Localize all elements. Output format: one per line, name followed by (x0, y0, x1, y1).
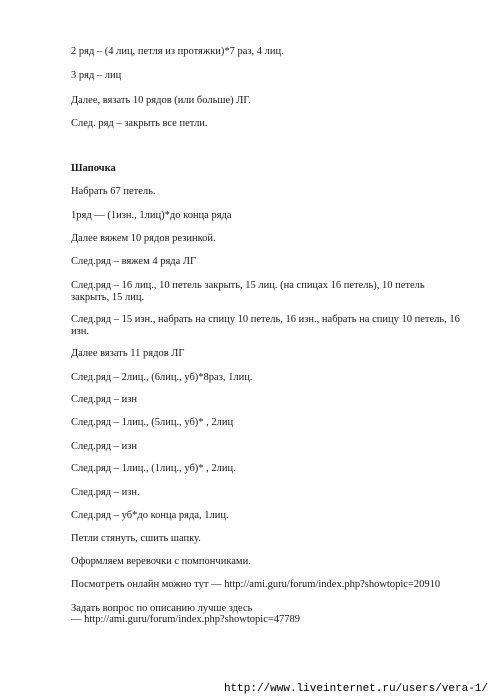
source-url[interactable]: http://www.liveinternet.ru/users/vera-1/ (223, 683, 488, 695)
text-line: 2 ряд – (4 лиц, петля из протяжки)*7 раз, 4 лиц. (71, 46, 284, 57)
text-line: След.ряд – 1лиц., (5лиц., уб)* , 2лиц (71, 417, 234, 428)
text-line: След.ряд – уб*до конца ряда, 1лиц. (71, 510, 229, 521)
text-line: След.ряд – изн (71, 394, 138, 405)
text-line: След.ряд – вяжем 4 ряда ЛГ (71, 256, 197, 267)
text-line: Набрать 67 петель. (71, 186, 156, 197)
link-line[interactable]: — http://ami.guru/forum/index.php?showtopic=47789 (71, 614, 301, 625)
text-line: След.ряд – 1лиц., (1лиц., уб)* , 2лиц. (71, 463, 236, 474)
text-line: След.ряд – 16 лиц., 10 петель закрыть, 15 лиц. (на спицах 16 петель), 10 петель закрыть, 15 лиц. (71, 280, 425, 303)
text-line: Петли стянуть, сшить шапку. (71, 533, 201, 544)
text-line: Далее вяжем 10 рядов резинкой. (71, 233, 216, 244)
text-line: След.ряд – изн. (71, 487, 140, 498)
text-line: 1ряд — (1изн., 1лиц)*до конца ряда (71, 210, 232, 221)
text-line: 3 ряд – лиц (71, 70, 122, 81)
text-line: След.ряд – 15 изн., набрать на спицу 10 петель, 16 изн., набрать на спицу 10 петель, 16 изн. (71, 314, 460, 337)
section-title: Шапочка (71, 163, 116, 174)
text-line: Далее вязать 11 рядов ЛГ (71, 348, 185, 359)
link-line[interactable]: Посмотреть онлайн можно тут — http://ami.guru/forum/index.php?showtopic=20910 (71, 579, 441, 590)
text-line: Оформляем веревочки с помпончиками. (71, 556, 251, 567)
text-line: След.ряд – изн (71, 441, 138, 452)
text-line: Далее, вязать 10 рядов (или больше) ЛГ. (71, 95, 251, 106)
text-line: След. ряд – закрыть все петли. (71, 118, 208, 129)
text-line: Задать вопрос по описанию лучше здесь (71, 603, 253, 614)
text-line: След.ряд – 2лиц., (6лиц., уб)*8раз, 1лиц. (71, 372, 253, 383)
